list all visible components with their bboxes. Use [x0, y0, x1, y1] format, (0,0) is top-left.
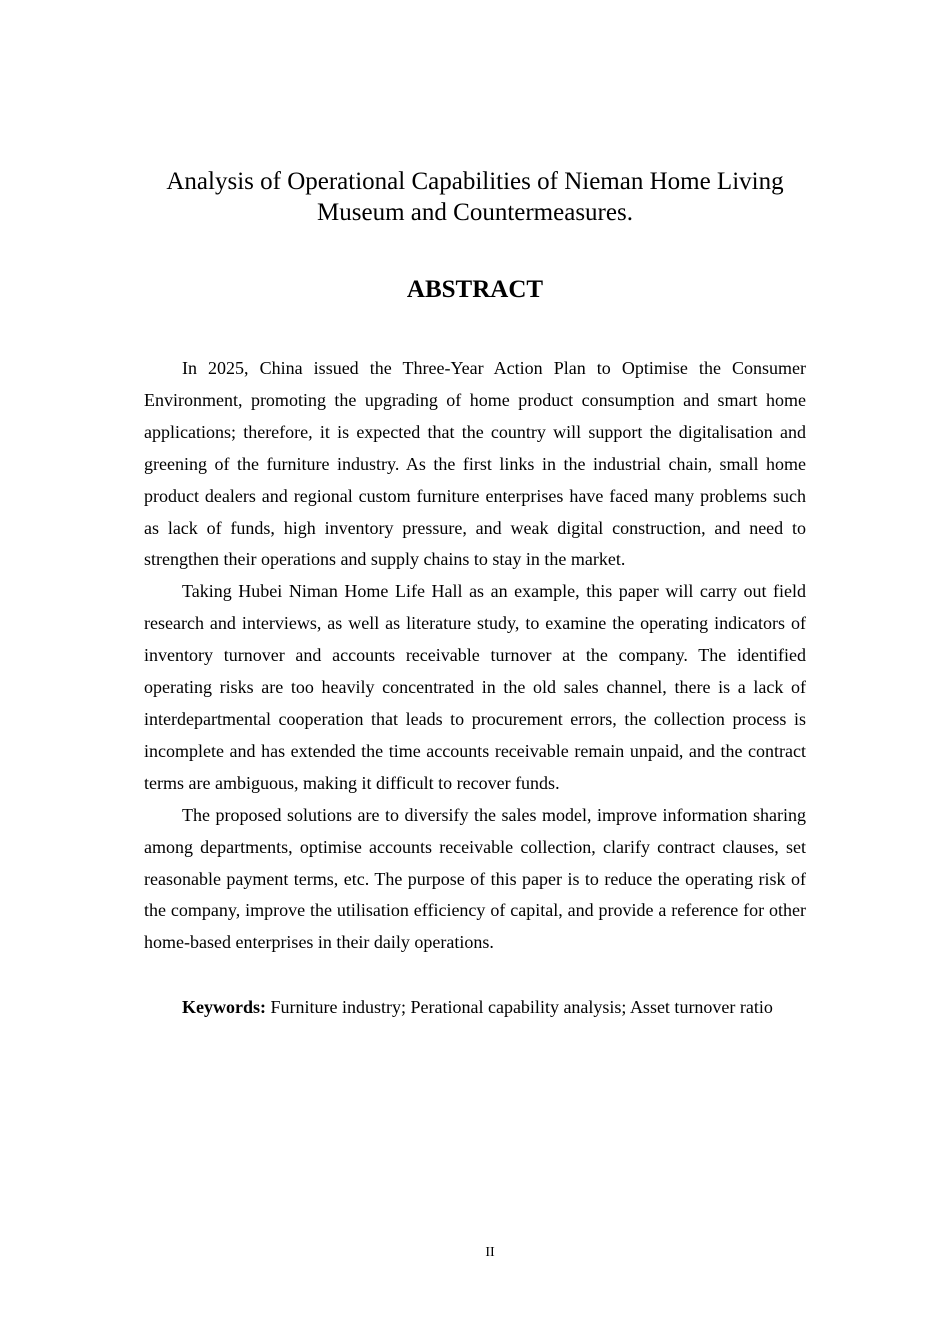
- paper-title: [100, 166, 850, 228]
- paper-title-line-1: Analysis of Operational Capabilities of Nieman Home Living: [166, 168, 784, 195]
- paper-title-line-2: Museum and Countermeasures.: [317, 199, 633, 226]
- page-number: II: [485, 1245, 495, 1260]
- abstract-heading: ABSTRACT: [406, 276, 544, 303]
- abstract-paragraph-3: The proposed solutions are to diversify the sales model, improve information sharing among departments, optimise accounts receivable collection, clarify contract clauses, set reasonable payment terms, etc. The purpose of this paper is to reduce the operating risk of the company, improve the utilisation efficiency of capital, and provide a reference for other home-based enterprises in their daily operations.: [144, 804, 806, 953]
- abstract-paragraph-1: In 2025, China issued the Three-Year Action Plan to Optimise the Consumer Environment, promoting the upgrading of home product consumption and smart home applications; therefore, it is expected that the country will support the digitalisation and greening of the furniture industry. As the first links in the industrial chain, small home product dealers and regional custom furniture enterprises have faced many problems such as lack of funds, high inventory pressure, and weak digital construction, and need to strengthen their operations and supply chains to stay in the market.: [144, 358, 806, 570]
- keywords-label: Keywords:: [182, 997, 266, 1017]
- abstract-body: [144, 353, 806, 959]
- keywords-line: [144, 991, 806, 1023]
- abstract-paragraph-2: Taking Hubei Niman Home Life Hall as an example, this paper will carry out field research and interviews, as well as literature study, to examine the operating indicators of inventory turnover and accounts receivable turnover at the company. The identified operating risks are too heavily concentrated in the old sales channel, there is a lack of interdepartmental cooperation that leads to procurement errors, the collection process is incomplete and has extended the time accounts receivable remain unpaid, and the contract terms are ambiguous, making it difficult to recover funds.: [144, 581, 806, 793]
- keywords-text: Furniture industry; Perational capability analysis; Asset turnover ratio: [266, 997, 773, 1017]
